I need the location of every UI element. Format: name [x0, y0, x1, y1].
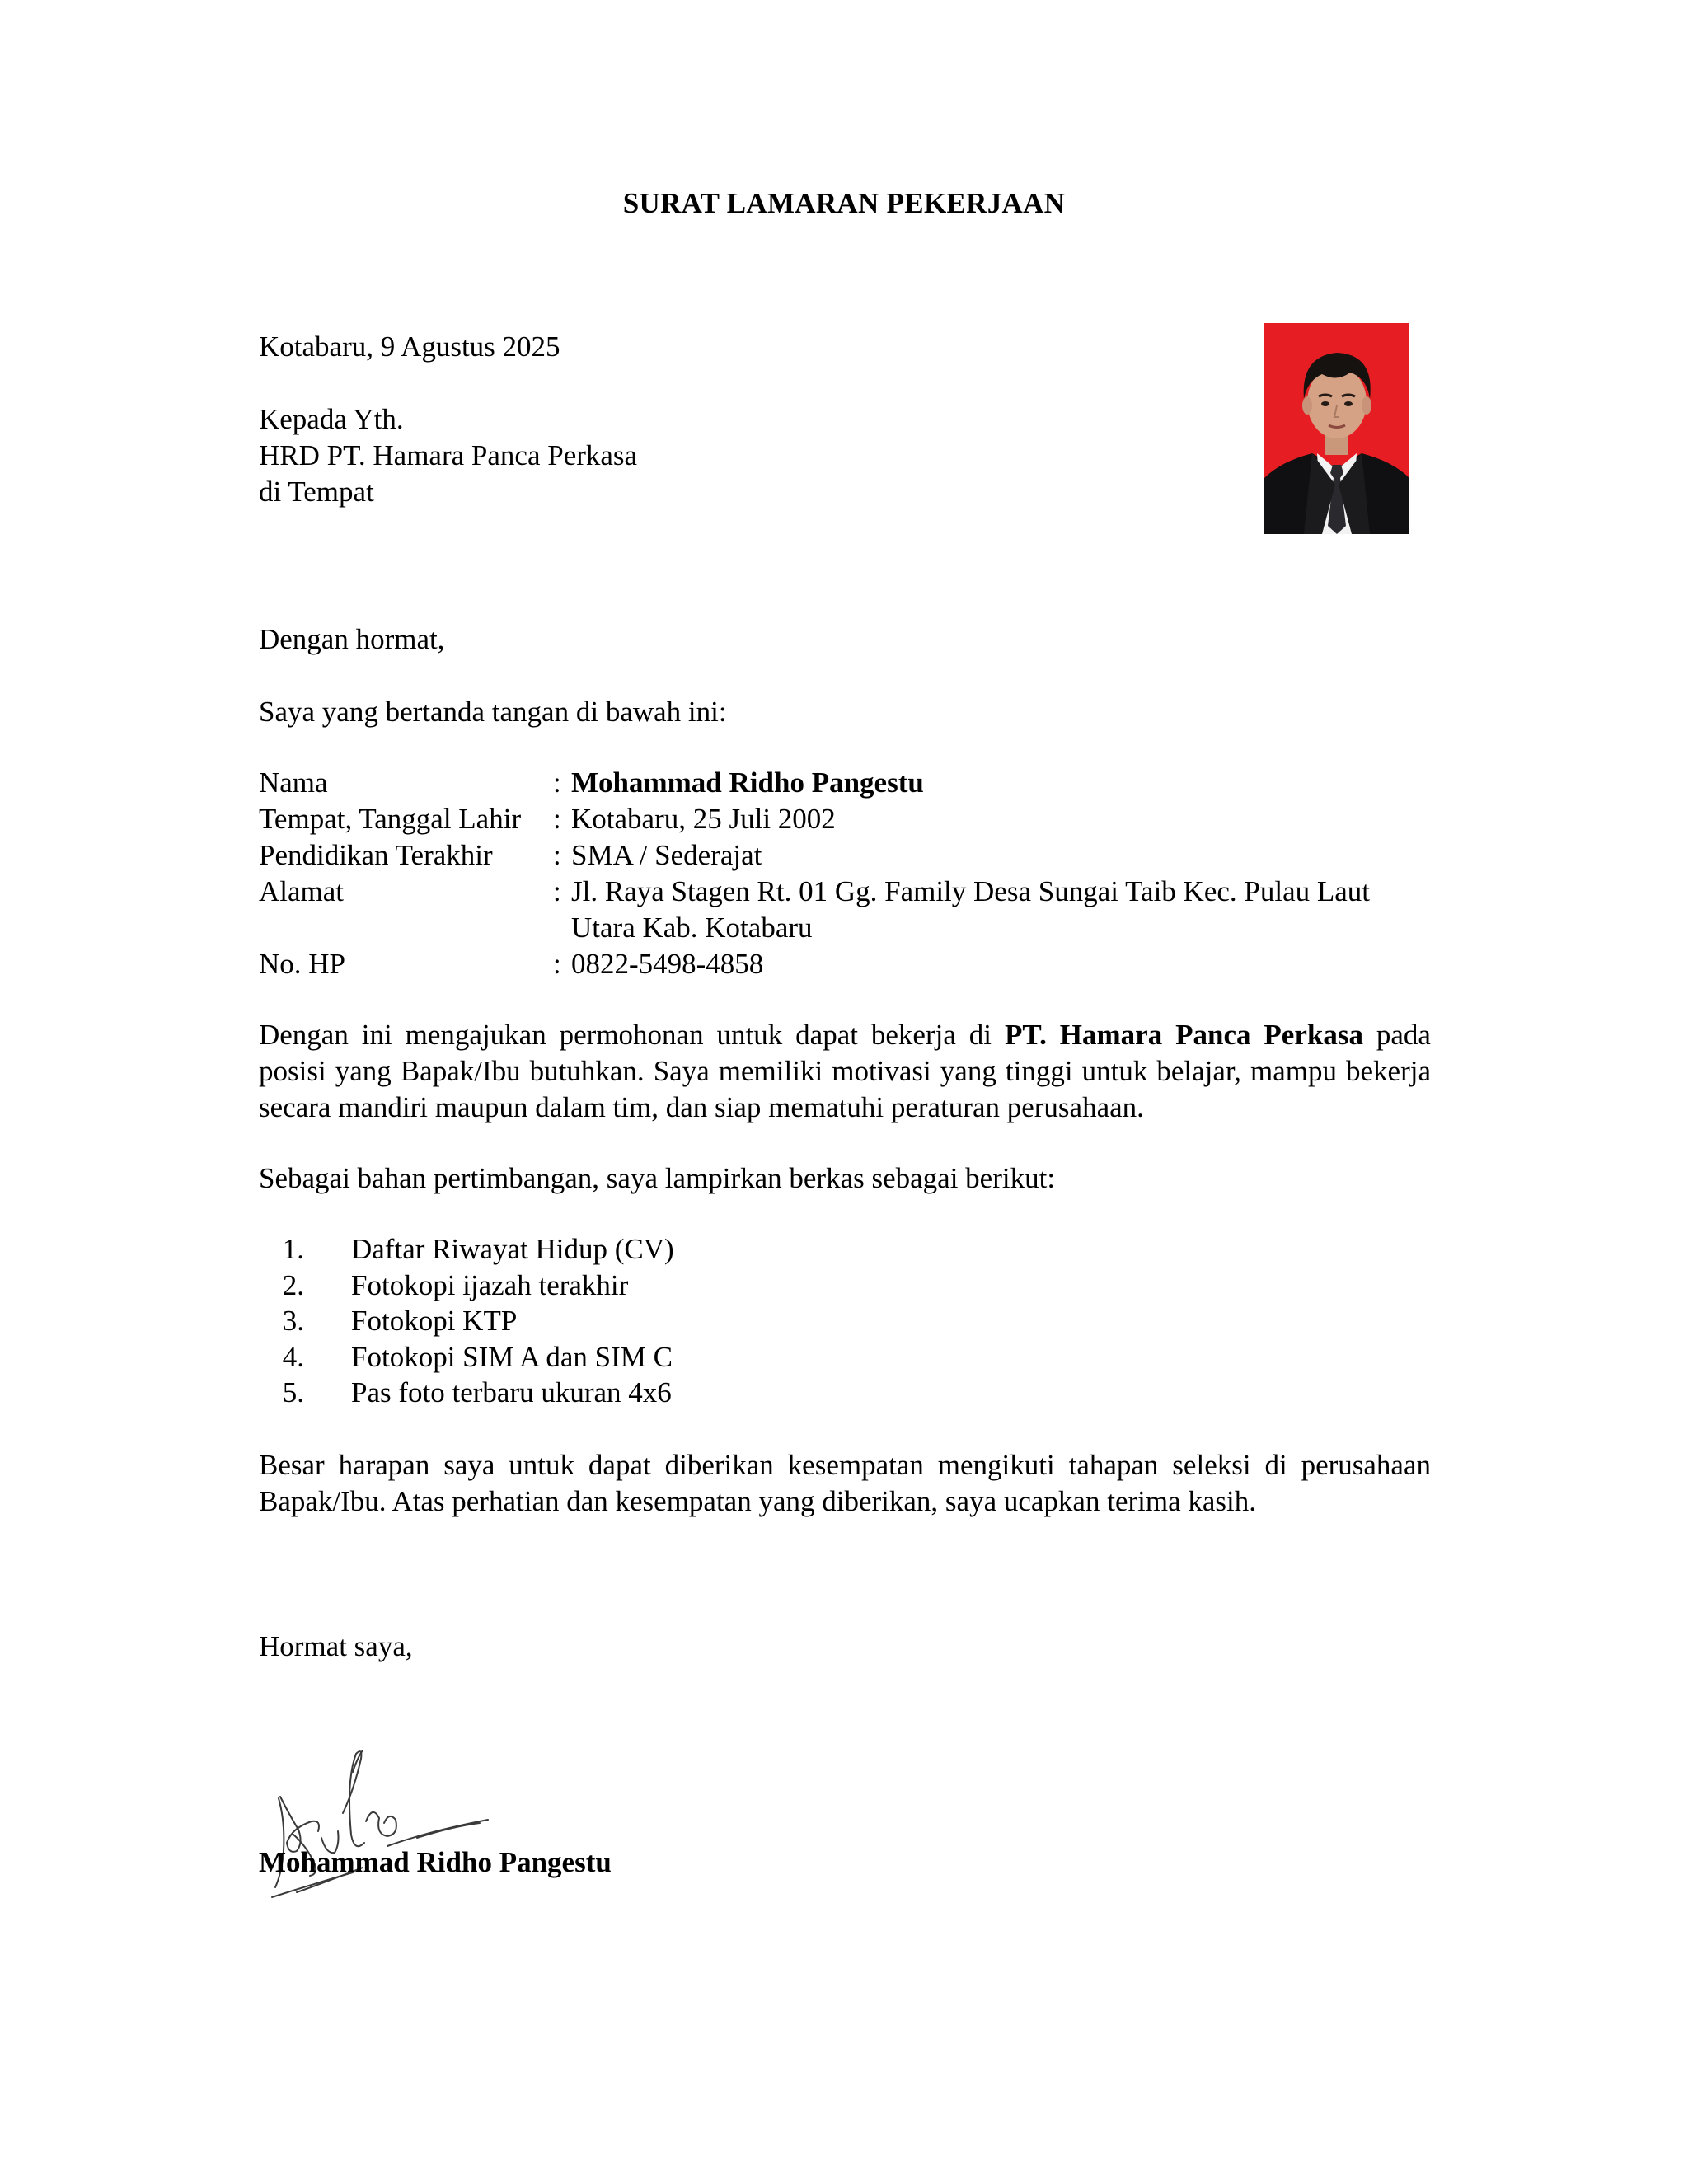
identity-colon: :: [553, 803, 561, 835]
identity-row-name: [259, 765, 1412, 801]
identity-value-address: Jl. Raya Stagen Rt. 01 Gg. Family Desa Sungai Taib Kec. Pulau Laut Utara Kab. Kotabaru: [571, 875, 1370, 944]
list-item-number: 2.: [282, 1268, 304, 1301]
list-item-text: Fotokopi KTP: [351, 1305, 518, 1337]
identity-label: Alamat: [259, 875, 345, 907]
body-paragraph-1-after: pada posisi yang Bapak/Ibu butuhkan. Saya memiliki motivasi yang tinggi untuk belajar, mampu bekerja secara mandiri maupun dalam tim, dan siap mematuhi peraturan perusahaan.: [259, 1019, 1431, 1123]
place-date: Kotabaru, 9 Agustus 2025: [259, 330, 560, 363]
list-item-number: 3.: [282, 1305, 304, 1337]
identity-colon: :: [553, 948, 561, 980]
list-item-text: Fotokopi SIM A dan SIM C: [351, 1340, 673, 1373]
signer-name: Mohammad Ridho Pangestu: [259, 1846, 612, 1878]
identity-row-education: [259, 837, 1412, 874]
recipient-line-3: di Tempat: [259, 476, 374, 508]
identity-value-education: SMA / Sederajat: [571, 839, 762, 871]
recipient-line-2: HRD PT. Hamara Panca Perkasa: [259, 439, 638, 471]
list-item-text: Daftar Riwayat Hidup (CV): [351, 1233, 674, 1265]
identity-colon: :: [553, 875, 561, 907]
greeting: Dengan hormat,: [259, 623, 445, 655]
list-item: [259, 1303, 674, 1339]
list-item: [259, 1375, 674, 1411]
list-item: [259, 1231, 674, 1268]
applicant-photo-illustration: [1264, 323, 1409, 534]
applicant-photo: [1264, 323, 1409, 534]
identity-label: Tempat, Tanggal Lahir: [259, 803, 522, 835]
list-item-text: Fotokopi ijazah terakhir: [351, 1268, 629, 1301]
list-item-number: 1.: [282, 1233, 304, 1265]
list-item: [259, 1339, 674, 1376]
identity-value-phone: 0822-5498-4858: [571, 948, 764, 980]
body-paragraph-1: [259, 1017, 1431, 1126]
intro-text: Saya yang bertanda tangan di bawah ini:: [259, 696, 727, 728]
list-item-number: 4.: [282, 1340, 304, 1373]
identity-row-phone: [259, 946, 1412, 982]
list-item-number: 5.: [282, 1376, 304, 1408]
attachments-intro: Sebagai bahan pertimbangan, saya lampirkan berkas sebagai berikut:: [259, 1162, 1056, 1194]
identity-row-birth: [259, 801, 1412, 837]
closing-paragraph: Besar harapan saya untuk dapat diberikan kesempatan mengikuti tahapan seleksi di perusahaan Bapak/Ibu. Atas perhatian dan kesempatan yang diberikan, saya ucapkan terima kasih.: [259, 1449, 1431, 1517]
identity-label: Pendidikan Terakhir: [259, 839, 493, 871]
attachments-list: [259, 1231, 674, 1411]
identity-table: [259, 765, 1412, 982]
identity-value-name: Mohammad Ridho Pangestu: [571, 766, 924, 799]
identity-label: No. HP: [259, 948, 346, 980]
sign-off: Hormat saya,: [259, 1630, 413, 1662]
list-item-text: Pas foto terbaru ukuran 4x6: [351, 1376, 672, 1408]
letter-title: SURAT LAMARAN PEKERJAAN: [622, 187, 1066, 219]
company-name: PT. Hamara Panca Perkasa: [1004, 1019, 1363, 1051]
identity-label: Nama: [259, 766, 328, 799]
list-item: [259, 1268, 674, 1304]
identity-colon: :: [553, 839, 561, 871]
body-paragraph-1-before: Dengan ini mengajukan permohonan untuk dapat bekerja di: [259, 1019, 1005, 1051]
recipient-line-1: Kepada Yth.: [259, 403, 404, 435]
identity-row-address: [259, 874, 1412, 946]
identity-value-birth: Kotabaru, 25 Juli 2002: [571, 803, 836, 835]
identity-colon: :: [553, 766, 561, 799]
